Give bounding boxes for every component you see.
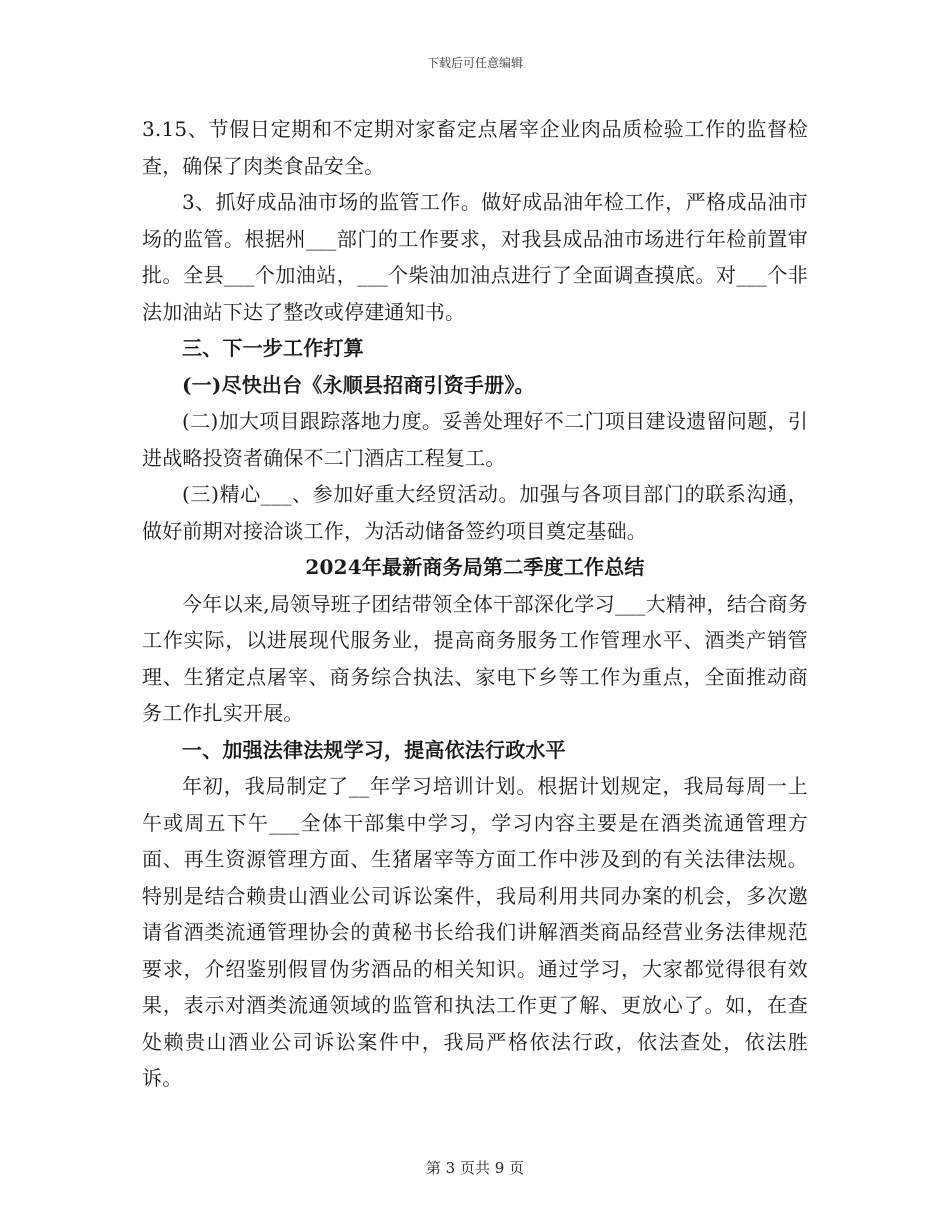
section-heading-next-steps: 三、下一步工作打算 xyxy=(182,336,364,360)
paragraph-oil-market: 3、抓好成品油市场的监管工作。做好成品油年检工作，严格成品油市场的监管。根据州___部门的工作要求，对我县成品油市场进行年检前置审批。全县___个加油站，___个柴油加油点进行了全面调查摸底。对___个非法加油站下达了整改或停建通知书。 xyxy=(142,190,808,324)
paragraph-meat-inspection: 3.15、节假日定期和不定期对家畜定点屠宰企业肉品质检验工作的监督检查，确保了肉类食品安全。 xyxy=(142,117,808,178)
item-heading-handbook: (一)尽快出台《永顺县招商引资手册》。 xyxy=(182,372,535,397)
page-number: 第 3 页共 9 页 xyxy=(425,1159,525,1177)
paragraph-project-tracking: (二)加大项目跟踪落地力度。妥善处理好不二门项目建设遗留问题，引进战略投资者确保不二门酒店工程复工。 xyxy=(142,409,808,470)
document-body xyxy=(142,111,808,1097)
section-heading-legal-study: 一、加强法律法规学习，提高依法行政水平 xyxy=(182,737,566,762)
paragraph-trade-events: (三)精心___、参加好重大经贸活动。加强与各项目部门的联系沟通，做好前期对接洽谈工作，为活动储备签约项目奠定基础。 xyxy=(142,482,808,543)
page-header-note: 下载后可任意编辑 xyxy=(426,56,523,70)
document-title: 2024年最新商务局第二季度工作总结 xyxy=(305,555,645,579)
paragraph-intro: 今年以来,局领导班子团结带领全体干部深化学习___大精神，结合商务工作实际，以进展现代服务业，提高商务服务工作管理水平、酒类产销管理、生猪定点屠宰、商务综合执法、家电下乡等工作为重点，全面推动商务工作扎实开展。 xyxy=(142,591,808,725)
paragraph-legal-study: 年初，我局制定了__年学习培训计划。根据计划规定，我局每周一上午或周五下午___全体干部集中学习，学习内容主要是在酒类流通管理方面、再生资源管理方面、生猪屠宰等方面工作中涉及到的有关法律法规。特别是结合赖贵山酒业公司诉讼案件，我局利用共同办案的机会，多次邀请省酒类流通管理协会的黄秘书长给我们讲解酒类商品经营业务法律规范要求，介绍鉴别假冒伪劣酒品的相关知识。通过学习，大家都觉得很有效果，表示对酒类流通领域的监管和执法工作更了解、更放心了。如，在查处赖贵山酒业公司诉讼案件中，我局严格依法行政，依法查处，依法胜诉。 xyxy=(142,774,808,1090)
